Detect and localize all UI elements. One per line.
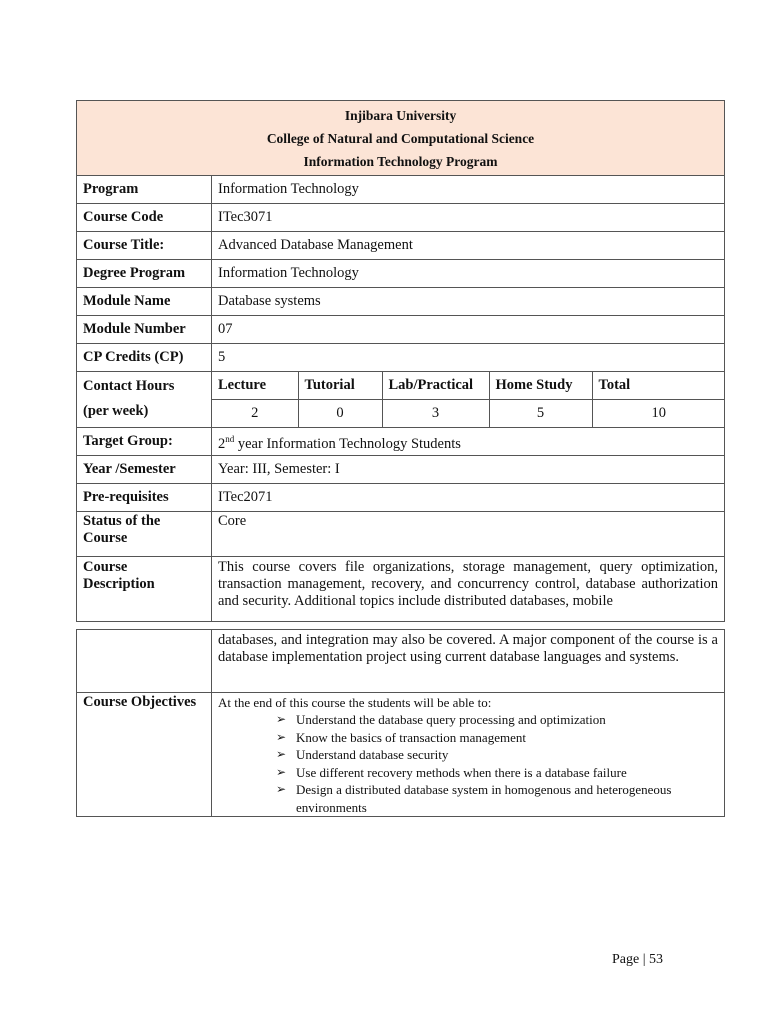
course-info-table	[76, 100, 725, 622]
tutorial-header: Tutorial	[298, 372, 382, 400]
table-header	[77, 101, 725, 176]
table-row	[77, 630, 725, 693]
target-group-label: Target Group:	[77, 428, 212, 456]
contact-hours-label-line1: Contact Hours	[83, 378, 175, 394]
module-number-label: Module Number	[77, 316, 212, 344]
arrow-bullet-icon: ➢	[276, 747, 287, 761]
degree-program-value: Information Technology	[212, 260, 725, 288]
course-description-continued: databases, and integration may also be covered. A major component of the course is a database implementation project using current database languages and systems.	[212, 630, 725, 693]
course-code-value: ITec3071	[212, 204, 725, 232]
objectives-list	[218, 711, 718, 816]
table-row	[77, 204, 725, 232]
total-value: 10	[592, 400, 725, 428]
course-objectives-cell	[212, 693, 725, 817]
table-row	[77, 428, 725, 456]
cp-credits-value: 5	[212, 344, 725, 372]
arrow-bullet-icon: ➢	[276, 764, 287, 779]
home-study-value: 5	[489, 400, 592, 428]
lab-practical-header: Lab/Practical	[382, 372, 489, 400]
target-group-ordinal: nd	[225, 433, 235, 444]
list-item: ➢ Design a distributed database system in homogenous and heterogeneous environments	[276, 782, 672, 815]
total-header: Total	[592, 372, 725, 400]
status-label-line1: Status of the	[83, 513, 161, 529]
prerequisites-label: Pre-requisites	[77, 484, 212, 512]
program-value: Information Technology	[212, 176, 725, 204]
list-item: ➢ Understand database security	[276, 747, 449, 762]
course-description-label-line1: Course	[83, 559, 128, 575]
table-row	[77, 316, 725, 344]
table-row	[77, 557, 725, 622]
course-description-value: This course covers file organizations, storage management, query optimization, transaction management, recovery, and concurrency control, database authorization and security. Additional topics include distributed databases, mobile	[212, 557, 725, 622]
lecture-header: Lecture	[212, 372, 298, 400]
course-title-value: Advanced Database Management	[212, 232, 725, 260]
contact-hours-label	[77, 372, 212, 428]
lab-practical-value: 3	[382, 400, 489, 428]
module-name-label: Module Name	[77, 288, 212, 316]
table-row	[77, 456, 725, 484]
course-code-label: Course Code	[77, 204, 212, 232]
table-row	[77, 372, 725, 428]
college-name: College of Natural and Computational Science	[266, 130, 535, 146]
empty-label-cell	[77, 630, 212, 693]
arrow-bullet-icon: ➢	[276, 729, 287, 744]
course-objectives-label: Course Objectives	[77, 693, 212, 817]
table-row	[77, 288, 725, 316]
year-semester-label: Year /Semester	[77, 456, 212, 484]
course-description-label-line2: Description	[83, 576, 155, 592]
table-row	[77, 693, 725, 817]
year-semester-value: Year: III, Semester: I	[212, 456, 725, 484]
course-description-label	[77, 557, 212, 622]
target-group-year: 2	[218, 435, 226, 452]
tutorial-value: 0	[298, 400, 382, 428]
contact-hours-label-line2: (per week)	[83, 403, 149, 419]
home-study-header: Home Study	[489, 372, 592, 400]
prerequisites-value: ITec2071	[212, 484, 725, 512]
table-row	[77, 512, 725, 557]
contact-hours-table	[212, 372, 725, 427]
table-row	[77, 260, 725, 288]
lecture-value: 2	[251, 405, 259, 421]
arrow-bullet-icon: ➢	[276, 782, 287, 796]
program-label: Program	[77, 176, 212, 204]
university-name: Injibara University	[344, 107, 457, 123]
table-row	[77, 176, 725, 204]
target-group-value	[212, 428, 725, 456]
page-number: Page | 53	[612, 952, 664, 967]
contact-hours-cell	[212, 372, 725, 428]
module-name-value: Database systems	[212, 288, 725, 316]
degree-program-label: Degree Program	[77, 260, 212, 288]
list-item: ➢ Know the basics of transaction management	[276, 729, 526, 745]
target-group-text: year Information Technology Students	[234, 435, 461, 452]
arrow-bullet-icon: ➢	[276, 712, 287, 726]
cp-credits-label: CP Credits (CP)	[77, 344, 212, 372]
status-label	[77, 512, 212, 557]
program-name: Information Technology Program	[303, 153, 498, 169]
list-item: ➢ Use different recovery methods when there is a database failure	[276, 764, 627, 780]
table-row	[77, 484, 725, 512]
course-title-label: Course Title:	[77, 232, 212, 260]
objectives-intro: At the end of this course the students will be able to:	[218, 695, 492, 710]
module-number-value: 07	[212, 316, 725, 344]
status-label-line2: Course	[83, 530, 128, 546]
status-value: Core	[212, 512, 725, 557]
table-row	[77, 344, 725, 372]
course-info-table-continued	[76, 629, 725, 817]
list-item: ➢ Understand the database query processing and optimization	[276, 712, 606, 727]
table-row	[77, 232, 725, 260]
